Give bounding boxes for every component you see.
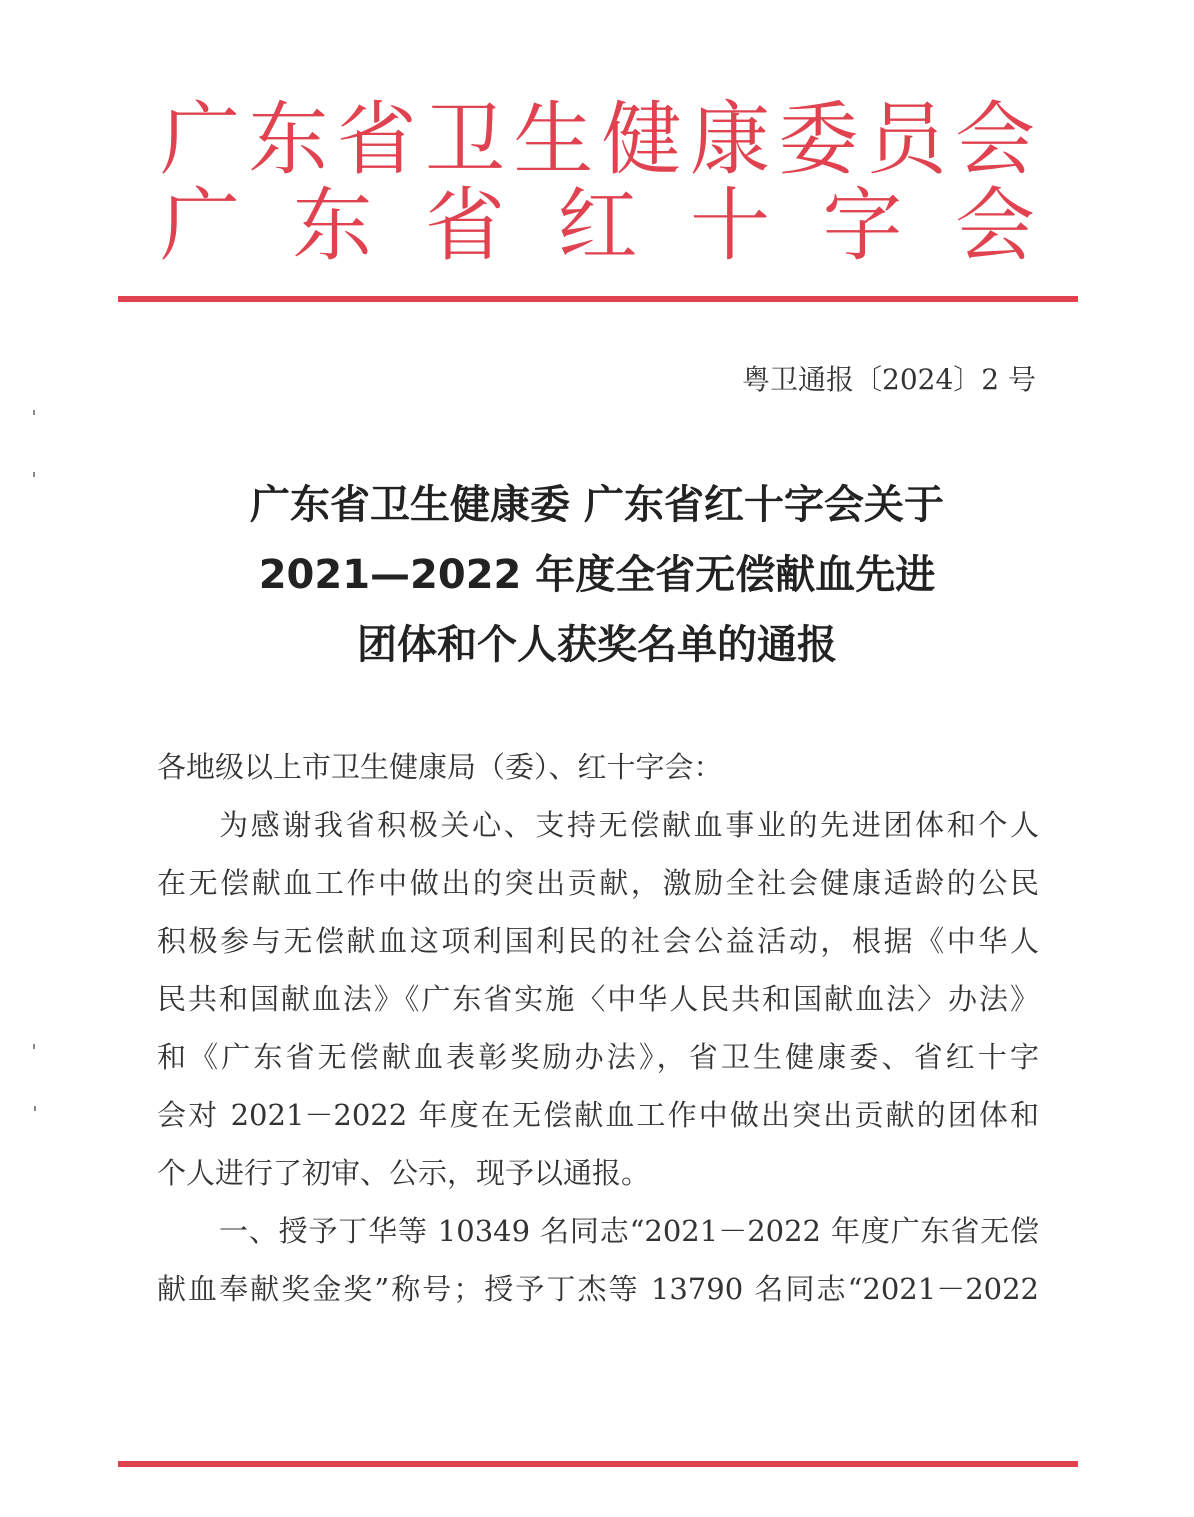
letterhead-char: 委 bbox=[778, 93, 859, 186]
letterhead-char: 员 bbox=[866, 93, 947, 186]
letterhead-char: 字 bbox=[822, 179, 903, 272]
body-line: 个人进行了初审、公示，现予以通报。 bbox=[157, 1156, 651, 1190]
body-line: 积极参与无偿献血这项利国利民的社会公益活动，根据《中华人 bbox=[157, 924, 1039, 958]
title-line-1: 广东省卫生健康委 广东省红十字会关于 bbox=[250, 482, 944, 528]
letterhead-char: 东 bbox=[248, 93, 329, 186]
body-line: 和《广东省无偿献血表彰奖励办法》，省卫生健康委、省红十字 bbox=[157, 1040, 1039, 1074]
letterhead-char: 广 bbox=[160, 93, 240, 186]
letterhead-char: 广 bbox=[160, 179, 240, 272]
body-line: 在无偿献血工作中做出的突出贡献，激励全社会健康适龄的公民 bbox=[157, 866, 1039, 900]
letterhead-char: 健 bbox=[601, 93, 682, 186]
letterhead-char: 会 bbox=[955, 179, 1035, 272]
letterhead-char: 省 bbox=[336, 93, 417, 186]
letterhead-char: 红 bbox=[557, 179, 638, 272]
document-body bbox=[157, 738, 1039, 1318]
letterhead-char: 卫 bbox=[424, 93, 505, 186]
letterhead-divider bbox=[118, 296, 1078, 302]
footer-divider bbox=[118, 1461, 1078, 1467]
body-line: 一、授予丁华等 10349 名同志“2021－2022 年度广东省无偿 bbox=[219, 1214, 1039, 1248]
document-number: 粤卫通报〔2024〕2 号 bbox=[742, 363, 1036, 396]
letterhead-char: 会 bbox=[954, 93, 1035, 186]
letterhead-line-1 bbox=[160, 93, 1035, 186]
letterhead-char: 生 bbox=[513, 93, 594, 186]
document-title bbox=[120, 470, 1074, 680]
body-line: 为感谢我省积极关心、支持无偿献血事业的先进团体和个人 bbox=[219, 808, 1039, 842]
scan-speck bbox=[33, 472, 35, 477]
letterhead-char: 十 bbox=[690, 179, 770, 272]
letterhead-line-2 bbox=[160, 179, 1035, 272]
letterhead-char: 省 bbox=[425, 179, 505, 272]
letterhead-char: 康 bbox=[689, 93, 770, 186]
letterhead-char: 东 bbox=[292, 179, 373, 272]
scan-speck bbox=[33, 410, 35, 415]
scan-speck bbox=[33, 1044, 35, 1049]
body-line: 献血奉献奖金奖”称号；授予丁杰等 13790 名同志“2021－2022 bbox=[157, 1272, 1039, 1306]
title-line-3: 团体和个人获奖名单的通报 bbox=[357, 622, 837, 668]
body-line: 民共和国献血法》《广东省实施〈中华人民共和国献血法〉办法》 bbox=[157, 982, 1039, 1016]
title-line-2: 2021—2022 年度全省无偿献血先进 bbox=[258, 552, 936, 598]
body-line: 会对 2021－2022 年度在无偿献血工作中做出突出贡献的团体和 bbox=[157, 1098, 1039, 1132]
scan-speck bbox=[34, 1106, 36, 1111]
salutation: 各地级以上市卫生健康局（委）、红十字会： bbox=[157, 750, 723, 784]
